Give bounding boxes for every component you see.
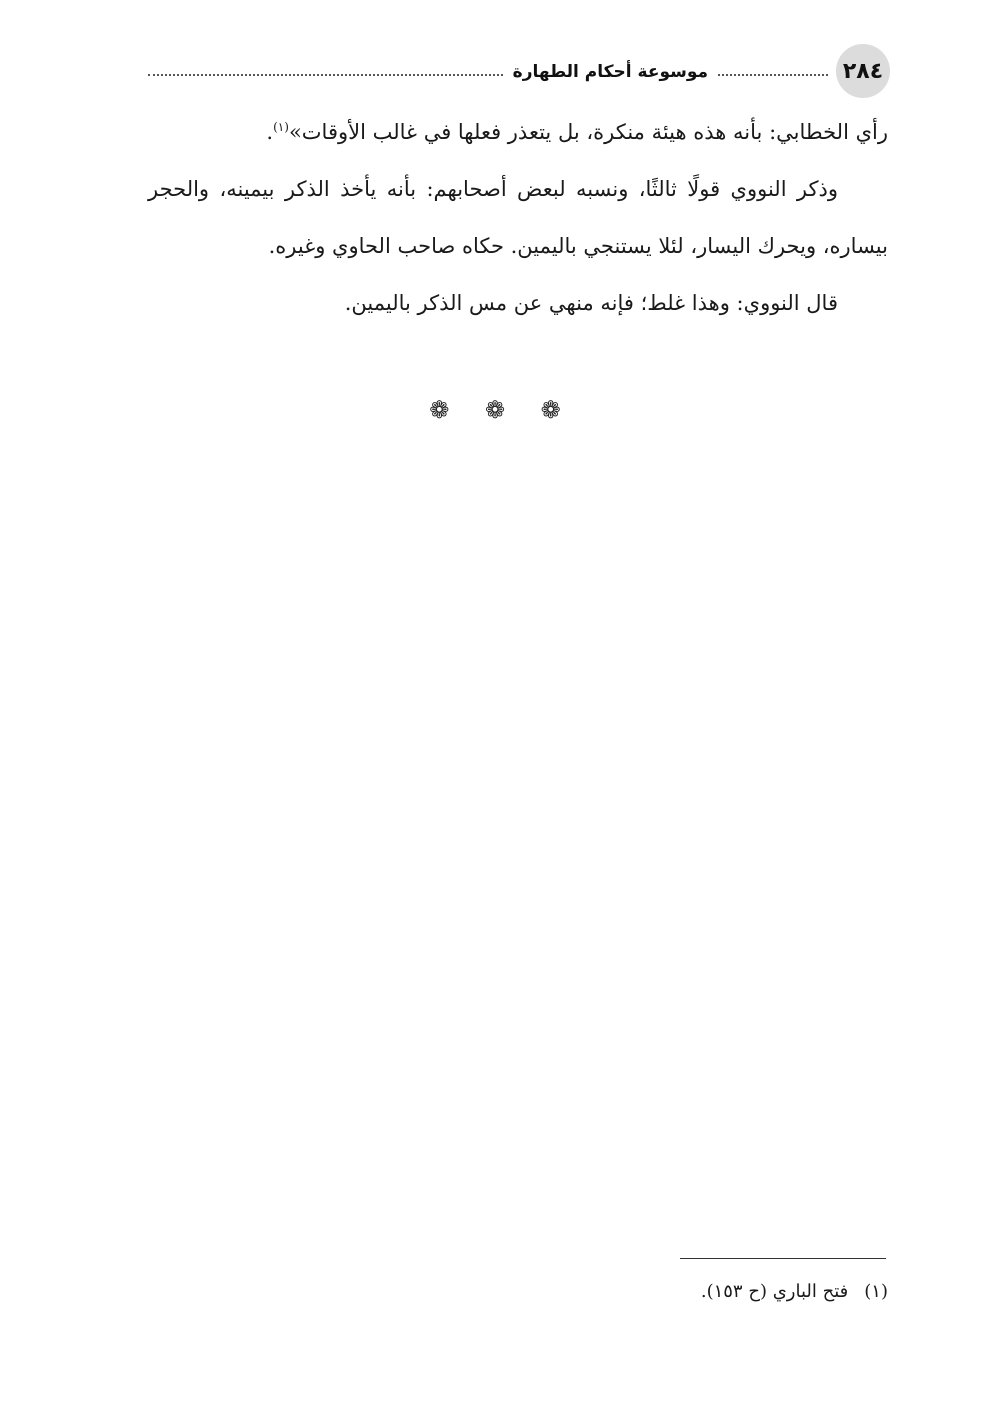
footnote-item [148,1274,888,1310]
footnote-divider [680,1258,886,1259]
footnotes [148,1274,888,1310]
footnote-reference: (١) [273,120,289,134]
leader-dots-left [148,74,503,76]
paragraph-1-text: رأي الخطابي: بأنه هذه هيئة منكرة، بل يتعذر فعلها في غالب الأوقات» [288,120,888,144]
running-title-bar [148,58,828,86]
footnote-marker: (١) [864,1281,888,1302]
main-text [148,104,888,332]
running-title: موسوعة أحكام الطهارة [512,62,708,82]
section-ornament: ❁ ❁ ❁ [429,396,575,424]
leader-dots-right [718,74,828,76]
page-number-badge: ٢٨٤ [836,44,890,98]
paragraph-1-tail: . [266,120,274,144]
footnote-text: فتح الباري (ح ١٥٣). [700,1281,849,1302]
paragraph-3: قال النووي: وهذا غلط؛ فإنه منهي عن مس الذكر باليمين. [344,291,838,315]
paragraph-2: وذكر النووي قولًا ثالثًا، ونسبه لبعض أصحابهم: بأنه يأخذ الذكر بيمينه، والحجر بيساره، ويحرك اليسار، لئلا يستنجي باليمين. حكاه صاحب الحاوي وغيره. [148,177,888,258]
paragraph-1 [148,104,888,161]
page-header [148,44,890,100]
